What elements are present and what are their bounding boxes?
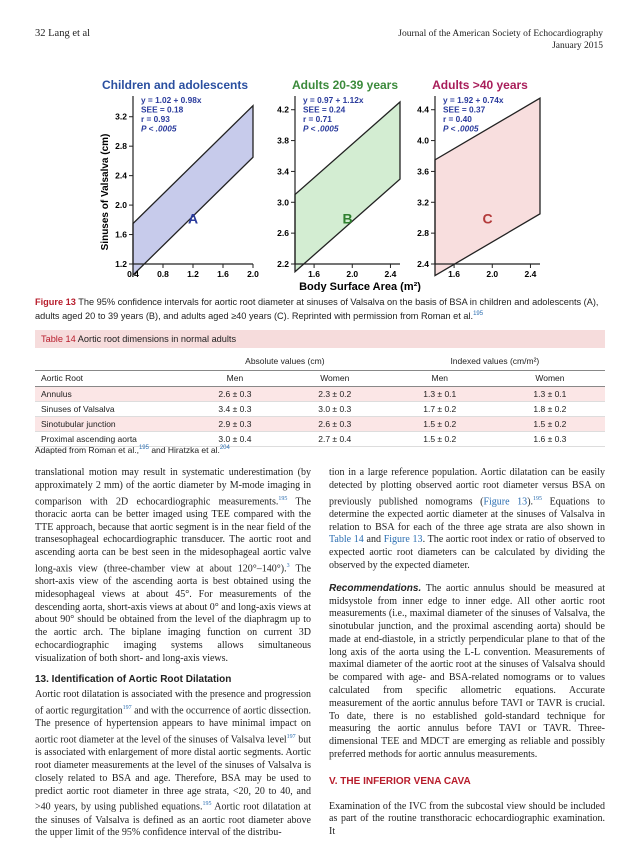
- regression-stats: y = 0.97 + 1.12x: [303, 95, 364, 105]
- x-tick-label: 1.6: [448, 269, 461, 279]
- x-tick-label: 0.8: [157, 269, 169, 279]
- table-cell: 2.6 ± 0.3: [185, 386, 285, 401]
- y-tick-label: 2.4: [115, 170, 127, 181]
- y-tick-label: 3.0: [277, 197, 289, 208]
- table-cell: 1.6 ± 0.3: [495, 431, 605, 446]
- y-tick-label: 3.2: [417, 197, 429, 208]
- table-cell: 3.0 ± 0.4: [185, 431, 285, 446]
- note-text: Adapted from Roman et al.,: [35, 445, 139, 455]
- y-tick-label: 4.0: [417, 135, 429, 146]
- journal-date: January 2015: [552, 41, 603, 51]
- running-head-journal: [398, 28, 603, 52]
- panel-letter: C: [482, 210, 493, 227]
- regression-stats: P < .0005: [141, 123, 177, 134]
- col-women-idx: Women: [495, 370, 605, 386]
- citation[interactable]: 197: [122, 705, 132, 712]
- citation[interactable]: 195: [533, 495, 543, 502]
- paragraph: Recommendations. The aortic annulus should be measured at midsystole from inner edge to inner edge. All other aortic root measurements (i.e., maximal diameter of the sinuses of Valsalva, the sinotubular junction, and the proximal ascending aorta) should be made at end-diastole, in a strictly perpendicular plane to that of the long axis of the aorta using the L-L convention. Measurements of maximal diameter of the aortic root at the sinuses of Valsalva should be compared with age- and BSA-related nomograms or to values calculated from specific allometric equations. Accurate measurement of the aortic annulus before TAVI or TAVR is crucial. To date, there is no established gold-standard technique for measuring the aortic annulus before TAVI or TAVR. Three-dimensional TEE and MDCT are emerging as reliable and possibly preferred methods for aortic annulus measurements.: [329, 582, 605, 761]
- table-row: [35, 431, 605, 446]
- x-tick-label: 1.6: [217, 269, 229, 279]
- citation[interactable]: 195: [202, 801, 212, 808]
- figure-link[interactable]: Figure 13: [383, 534, 423, 546]
- regression-stats: r = 0.93: [141, 114, 170, 124]
- col-men-abs: Men: [185, 370, 285, 386]
- x-tick-label: 2.4: [524, 269, 537, 279]
- figure-link[interactable]: Figure 13: [483, 495, 528, 507]
- citation[interactable]: 195: [278, 495, 288, 502]
- journal-name: Journal of the American Society of Echocardiography: [398, 29, 603, 39]
- panel-title: Adults >40 years: [432, 78, 528, 92]
- paragraph: Examination of the IVC from the subcostal view should be included as part of the routine transthoracic echocardiographic examination. It: [329, 800, 605, 838]
- table-row: [35, 416, 605, 431]
- table-cell: 1.3 ± 0.1: [385, 386, 495, 401]
- table-cell: 1.8 ± 0.2: [495, 401, 605, 416]
- table-cell: 2.9 ± 0.3: [185, 416, 285, 431]
- group-absolute: Absolute values (cm): [185, 352, 385, 370]
- col-women-abs: Women: [285, 370, 385, 386]
- section-heading: 13. Identification of Aortic Root Dilatation: [35, 673, 232, 685]
- y-tick-label: 2.4: [417, 259, 429, 269]
- table-cell: 1.7 ± 0.2: [385, 401, 495, 416]
- table-cell: 3.4 ± 0.3: [185, 401, 285, 416]
- table-cell: 3.0 ± 0.3: [285, 401, 385, 416]
- table-link[interactable]: Table 14: [329, 534, 364, 546]
- paragraph: tion in a large reference population. Aortic dilatation can be easily detected by plotting observed aortic root diameter versus BSA on previously published nomograms (Figure 13).$^{195}$ Equations to determine the expected aortic diameter at the sinuses of Valsalva in relation to BSA for each of the three age strata are also shown in Table 14 and Figure 13. The aortic root index or ratio of observed to expected aortic root diameters can be calculated by dividing the observed by the expected diameter.: [329, 467, 606, 571]
- table-cell: 1.5 ± 0.2: [385, 416, 495, 431]
- table-footnote: [35, 445, 230, 455]
- table-cell: 1.3 ± 0.1: [495, 386, 605, 401]
- y-tick-label: 1.2: [115, 259, 127, 269]
- table-cell: 1.5 ± 0.2: [385, 431, 495, 446]
- caption-ref[interactable]: 195: [473, 311, 484, 317]
- group-indexed: Indexed values (cm/m²): [385, 352, 605, 370]
- y-tick-label: 1.6: [115, 229, 127, 240]
- x-tick-label: 2.0: [486, 269, 499, 279]
- paragraph: translational motion may result in systematic underestimation (by approximately 2 mm) of the aortic diameter by M-mode imaging in comparison with 2D echocardiographic measurements.$^{195}$ The thoracic aorta can be better imaged using TEE compared with the TTE approach, because that aortic segment is in the near field of the transesophageal echocardiographic transducer. The aortic root and ascending aorta can be best seen in the midesophageal aortic valve long-axis view (three-chamber view at about 120°–140°).$^3$ The short-axis view of the ascending aorta is best obtained using the midesophageal views at about 45°. For measurements of the descending aorta, short-axis views at about 0° and long-axis views at about 90° should be obtained from the level of the diaphragm up to the aortic arch. The biplane imaging function on current 3D echocardiographic imaging systems allows simultaneous visualization of both short- and long-axis views.: [35, 467, 311, 664]
- regression-stats: r = 0.40: [443, 114, 472, 124]
- y-tick-label: 3.4: [277, 166, 289, 177]
- x-tick-label: 2.0: [247, 269, 259, 279]
- table-cell: Sinuses of Valsalva: [35, 401, 185, 416]
- panel-title: Adults 20-39 years: [291, 78, 399, 92]
- table-title-text: Aortic root dimensions in normal adults: [75, 334, 237, 344]
- table-column-header: [35, 370, 605, 386]
- regression-stats: P < .0005: [303, 123, 339, 134]
- citation[interactable]: 197: [286, 734, 296, 741]
- regression-stats: P < .0005: [443, 123, 479, 134]
- section-heading: V. THE INFERIOR VENA CAVA: [329, 775, 471, 787]
- x-tick-label: 2.4: [384, 269, 397, 279]
- regression-stats: y = 1.92 + 0.74x: [443, 95, 504, 105]
- y-tick-label: 3.8: [277, 135, 289, 146]
- caption-text: The 95% confidence intervals for aortic root diameter at sinuses of Valsalva on the basis of BSA in children and adolescents (A), adults aged 20 to 39 years (B), and adults aged ≥40 years (C). Reprinted with permission from Roman et al.: [35, 297, 599, 322]
- x-tick-label: 2.0: [346, 269, 359, 279]
- table-label: Table 14: [41, 334, 76, 344]
- y-tick-label: 4.2: [277, 104, 289, 115]
- table-cell: 2.7 ± 0.4: [285, 431, 385, 446]
- aortic-root-table: [35, 352, 605, 447]
- figure-caption: [35, 296, 605, 322]
- x-tick-label: 0.4: [127, 269, 139, 279]
- regression-stats: y = 1.02 + 0.98x: [141, 95, 202, 105]
- table-cell: 2.6 ± 0.3: [285, 416, 385, 431]
- y-tick-label: 2.2: [277, 259, 289, 269]
- x-tick-label: 1.6: [308, 269, 321, 279]
- table-row: [35, 401, 605, 416]
- citation[interactable]: 3: [286, 562, 290, 569]
- paragraph: Aortic root dilatation is associated with the presence and progression of aortic regurgitation$^{197}$ and with the occurrence of aortic dissection. The presence of hypertension appears to have minimal impact on aortic root diameter at the level of the sinuses of Valsalva level$^{197}$ but is associated with enlargement of more distal aortic segments. Aortic root diameter measurements at the level of the sinuses of Valsalva is closely related to BSA and age. Therefore, BSA may be used to predict aortic root diameter in three age strata, <20, 20 to 40, and >40 years, by using published equations.$^{195}$ Aortic root dilatation at the sinuses of Valsalva is defined as an aortic root diameter above the upper limit of the 95% confidence interval of the distribu-: [35, 689, 312, 839]
- x-tick-label: 1.2: [187, 269, 199, 279]
- panel-letter: A: [187, 210, 199, 227]
- table-cell: Sinotubular junction: [35, 416, 185, 431]
- table-cell: Proximal ascending aorta: [35, 431, 185, 446]
- table-cell: Annulus: [35, 386, 185, 401]
- regression-stats: SEE = 0.18: [141, 104, 184, 115]
- regression-stats: SEE = 0.24: [303, 104, 346, 115]
- right-column: [329, 467, 605, 839]
- y-tick-label: 2.8: [417, 228, 429, 239]
- y-tick-label: 3.2: [115, 111, 127, 122]
- note-text: and Hiratzka et al.: [148, 445, 220, 455]
- y-tick-label: 4.4: [417, 104, 429, 115]
- y-tick-label: 2.8: [115, 141, 127, 152]
- figure-label: Figure 13: [35, 297, 76, 307]
- note-ref[interactable]: 195: [138, 445, 149, 452]
- panel-title: Children and adolescents: [101, 78, 249, 92]
- y-axis-label: Sinuses of Valsalva (cm): [100, 133, 111, 251]
- note-ref[interactable]: 204: [219, 445, 230, 452]
- y-tick-label: 2.6: [277, 228, 289, 239]
- regression-stats: r = 0.71: [303, 114, 332, 124]
- regression-stats: SEE = 0.37: [443, 104, 486, 115]
- running-head-author: 32 Lang et al: [35, 28, 91, 39]
- panel-letter: B: [342, 210, 353, 227]
- table-group-header: [35, 352, 605, 370]
- left-column: [35, 467, 311, 840]
- y-tick-label: 3.6: [417, 166, 429, 177]
- table-cell: 1.5 ± 0.2: [495, 416, 605, 431]
- table-row: [35, 386, 605, 401]
- table-cell: 2.3 ± 0.2: [285, 386, 385, 401]
- y-tick-label: 2.0: [115, 200, 127, 211]
- table-title: [35, 330, 605, 348]
- x-axis-label: Body Surface Area (m²): [299, 281, 421, 292]
- figure-13: [95, 72, 545, 292]
- recommendations-label: Recommendations.: [329, 582, 422, 594]
- col-aortic-root: Aortic Root: [35, 370, 185, 386]
- col-men-idx: Men: [385, 370, 495, 386]
